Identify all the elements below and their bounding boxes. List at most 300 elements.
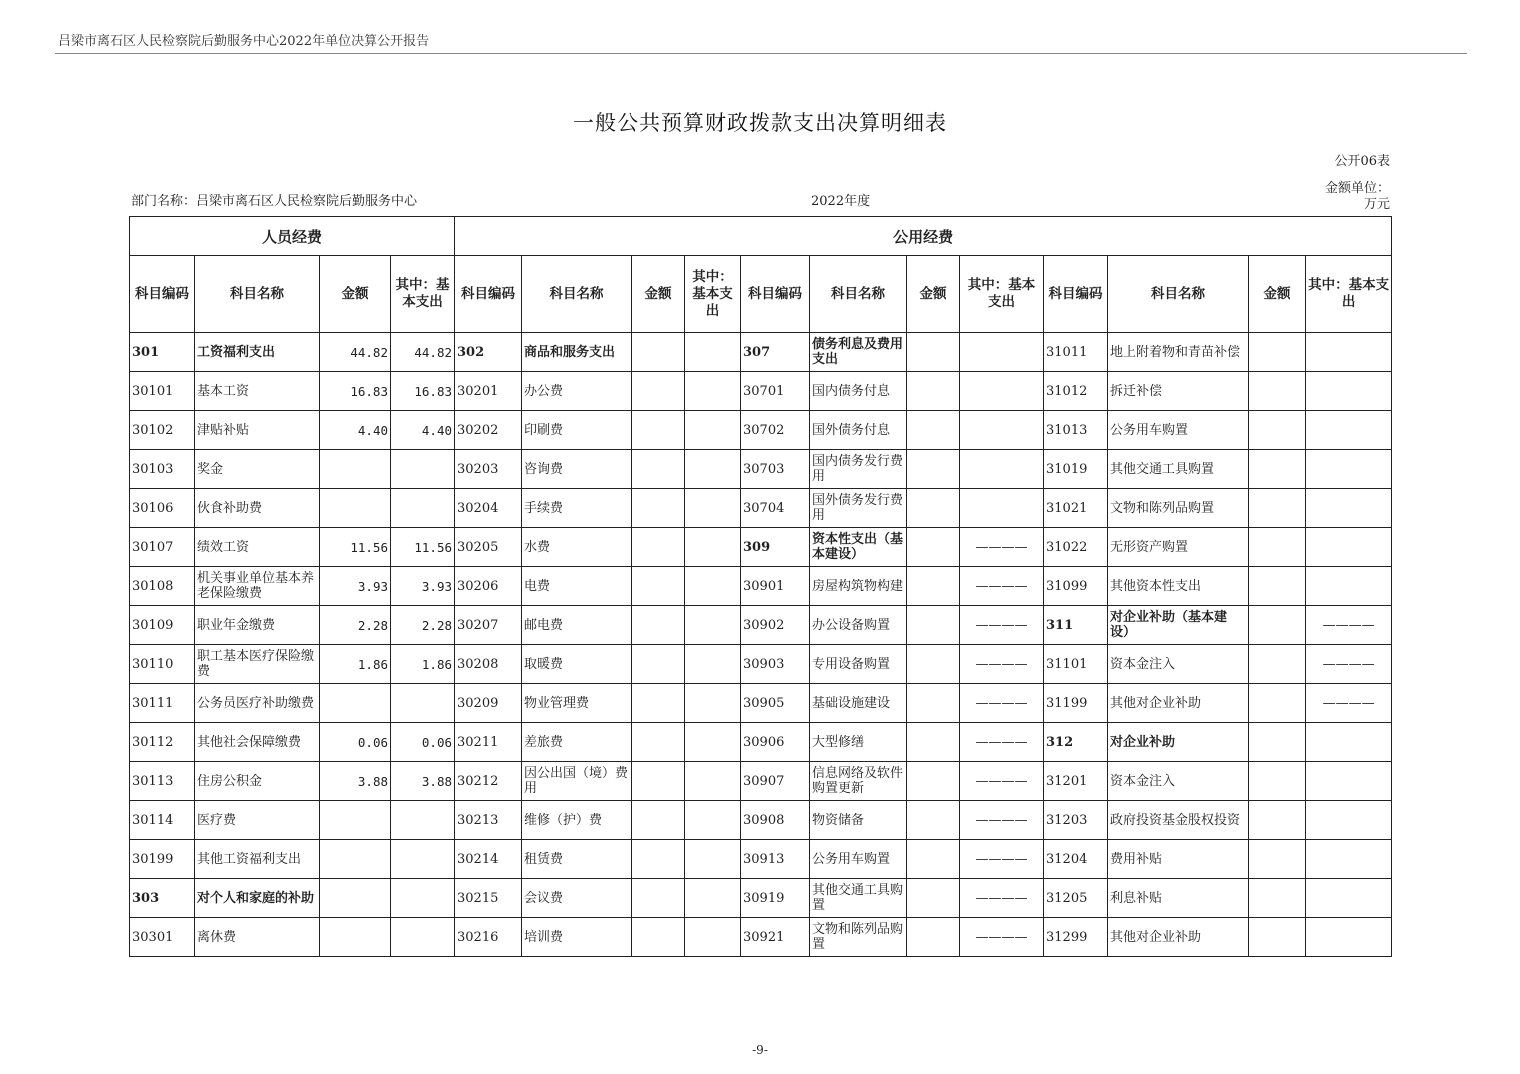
table-cell: 30110 [130,645,195,684]
table-cell: 30213 [455,801,522,840]
table-cell: 30211 [455,723,522,762]
table-cell [907,411,960,450]
table-cell [632,372,685,411]
table-cell: 31101 [1044,645,1108,684]
table-cell [1306,840,1392,879]
table-row [130,489,1392,528]
table-cell [1249,762,1306,801]
table-cell: 会议费 [522,879,632,918]
table-cell: 30704 [741,489,810,528]
table-cell: ———— [960,840,1044,879]
table-cell: 手续费 [522,489,632,528]
table-cell [907,372,960,411]
column-header: 科目编码 [455,256,522,333]
table-cell [391,489,455,528]
table-cell: 国外债务付息 [810,411,907,450]
table-cell: 31299 [1044,918,1108,957]
column-header: 其中：基本支出 [391,256,455,333]
table-cell [685,489,741,528]
table-cell [907,762,960,801]
table-cell: 31011 [1044,333,1108,372]
table-cell: ———— [960,645,1044,684]
table-cell [685,879,741,918]
table-cell: 电费 [522,567,632,606]
table-cell: 16.83 [320,372,391,411]
table-cell: 30111 [130,684,195,723]
table-cell [632,489,685,528]
table-cell: 国外债务发行费用 [810,489,907,528]
table-cell: 301 [130,333,195,372]
table-cell: 30106 [130,489,195,528]
table-cell: 30209 [455,684,522,723]
table-cell: 302 [455,333,522,372]
table-cell [1306,450,1392,489]
table-cell: 30202 [455,411,522,450]
group-personnel-expenses: 人员经费 [130,217,455,256]
table-cell: 30906 [741,723,810,762]
table-cell [907,450,960,489]
table-cell [1249,723,1306,762]
table-cell: ———— [960,606,1044,645]
table-cell: 地上附着物和青苗补偿 [1108,333,1249,372]
table-cell [1249,879,1306,918]
table-cell: 30905 [741,684,810,723]
table-cell: 商品和服务支出 [522,333,632,372]
table-cell: 国内债务付息 [810,372,907,411]
table-row [130,450,1392,489]
table-cell [1249,528,1306,567]
document-header: 吕梁市离石区人民检察院后勤服务中心2022年单位决算公开报告 [58,34,430,49]
table-cell [685,450,741,489]
table-cell: 费用补贴 [1108,840,1249,879]
table-cell [685,801,741,840]
table-cell: 30903 [741,645,810,684]
table-cell: ———— [960,723,1044,762]
table-cell: 物资储备 [810,801,907,840]
table-cell: 印刷费 [522,411,632,450]
column-header: 其中：基本支出 [960,256,1044,333]
table-cell [685,606,741,645]
table-cell [1306,801,1392,840]
table-cell [632,684,685,723]
table-cell [391,879,455,918]
table-cell: 机关事业单位基本养老保险缴费 [195,567,320,606]
table-cell [1249,606,1306,645]
table-cell: 30206 [455,567,522,606]
table-cell [1249,489,1306,528]
table-cell: 资本性支出（基本建设） [810,528,907,567]
table-cell [632,606,685,645]
table-cell: 30208 [455,645,522,684]
table-cell: 44.82 [320,333,391,372]
table-cell: 30113 [130,762,195,801]
table-cell: 取暖费 [522,645,632,684]
table-cell [1306,723,1392,762]
table-cell: 31199 [1044,684,1108,723]
table-cell [960,411,1044,450]
group-public-expenses: 公用经费 [455,217,1392,256]
table-cell: 30199 [130,840,195,879]
table-cell: 31013 [1044,411,1108,450]
table-cell: 奖金 [195,450,320,489]
table-cell [685,684,741,723]
table-row [130,567,1392,606]
table-cell: 11.56 [320,528,391,567]
table-row [130,684,1392,723]
table-cell [320,840,391,879]
table-cell: 资本金注入 [1108,762,1249,801]
table-row [130,840,1392,879]
table-cell [632,567,685,606]
amount-unit-label: 金额单位： [1324,181,1390,196]
table-cell [685,645,741,684]
table-cell [1306,762,1392,801]
table-cell: 债务利息及费用支出 [810,333,907,372]
table-cell [632,450,685,489]
table-cell [907,801,960,840]
column-header: 科目编码 [130,256,195,333]
table-cell: 30902 [741,606,810,645]
table-cell: 因公出国（境）费用 [522,762,632,801]
table-cell: 30907 [741,762,810,801]
table-cell: 30703 [741,450,810,489]
table-cell [685,723,741,762]
table-row [130,528,1392,567]
table-cell: 水费 [522,528,632,567]
table-cell: 30301 [130,918,195,957]
table-cell: 房屋构筑物构建 [810,567,907,606]
table-cell: 其他社会保障缴费 [195,723,320,762]
table-cell: 31203 [1044,801,1108,840]
table-row [130,801,1392,840]
table-cell [320,918,391,957]
table-cell: 利息补贴 [1108,879,1249,918]
table-cell: 31022 [1044,528,1108,567]
table-cell [391,450,455,489]
table-row [130,606,1392,645]
table-cell: 30101 [130,372,195,411]
table-cell: 31205 [1044,879,1108,918]
page-number: -9- [752,1043,768,1057]
table-cell: 物业管理费 [522,684,632,723]
table-cell [1249,567,1306,606]
table-cell: 工资福利支出 [195,333,320,372]
table-cell [1249,801,1306,840]
table-cell [1249,645,1306,684]
table-cell: 无形资产购置 [1108,528,1249,567]
table-cell [1249,840,1306,879]
table-cell: 基础设施建设 [810,684,907,723]
table-cell: 公务用车购置 [810,840,907,879]
table-cell [907,606,960,645]
table-cell [685,411,741,450]
table-cell: 基本工资 [195,372,320,411]
table-cell: ———— [960,567,1044,606]
table-cell: ———— [960,879,1044,918]
table-cell: 30908 [741,801,810,840]
table-cell: 30112 [130,723,195,762]
form-number: 公开06表 [1334,154,1390,169]
table-cell: 咨询费 [522,450,632,489]
table-cell: ———— [1306,606,1392,645]
table-cell: 30109 [130,606,195,645]
table-title: 一般公共预算财政拨款支出决算明细表 [573,111,947,135]
table-cell: 30913 [741,840,810,879]
table-row [130,372,1392,411]
amount-unit-value: 万元 [1363,197,1390,212]
column-header: 金额 [320,256,391,333]
expenditure-detail-table [129,216,1392,957]
table-cell: 维修（护）费 [522,801,632,840]
table-row [130,411,1392,450]
table-cell: 44.82 [391,333,455,372]
table-cell [907,645,960,684]
table-cell [1306,567,1392,606]
table-cell: 政府投资基金股权投资 [1108,801,1249,840]
table-cell: 0.06 [391,723,455,762]
table-cell [685,840,741,879]
department-name: 部门名称：吕梁市离石区人民检察院后勤服务中心 [131,194,418,209]
table-cell [1249,372,1306,411]
table-cell: 职业年金缴费 [195,606,320,645]
table-cell: 4.40 [391,411,455,450]
table-cell: 其他交通工具购置 [810,879,907,918]
table-cell [391,918,455,957]
table-cell: 离休费 [195,918,320,957]
table-cell: 文物和陈列品购置 [810,918,907,957]
table-cell [1249,450,1306,489]
table-cell: 31021 [1044,489,1108,528]
table-cell: 30701 [741,372,810,411]
column-header: 科目编码 [741,256,810,333]
table-cell: 31204 [1044,840,1108,879]
table-cell [1306,372,1392,411]
table-cell: 30214 [455,840,522,879]
table-cell: 30212 [455,762,522,801]
table-cell: 职工基本医疗保险缴费 [195,645,320,684]
column-header: 科目名称 [1108,256,1249,333]
table-cell: 资本金注入 [1108,645,1249,684]
table-cell: 绩效工资 [195,528,320,567]
table-cell: 30203 [455,450,522,489]
column-header: 科目名称 [810,256,907,333]
table-cell [632,411,685,450]
table-cell [907,684,960,723]
table-cell [1306,879,1392,918]
table-body [130,333,1392,957]
table-row [130,762,1392,801]
table-cell [960,333,1044,372]
table-cell: 公务员医疗补助缴费 [195,684,320,723]
table-cell: 大型修缮 [810,723,907,762]
table-cell: 其他工资福利支出 [195,840,320,879]
table-cell: 专用设备购置 [810,645,907,684]
column-header: 金额 [1249,256,1306,333]
table-cell [632,801,685,840]
table-cell: 办公费 [522,372,632,411]
table-cell [1306,918,1392,957]
table-cell [391,840,455,879]
table-cell: 办公设备购置 [810,606,907,645]
table-cell: 303 [130,879,195,918]
table-cell: ———— [1306,645,1392,684]
column-header: 科目名称 [195,256,320,333]
table-cell: 30921 [741,918,810,957]
table-cell [1249,333,1306,372]
table-cell [320,801,391,840]
table-cell [1249,684,1306,723]
table-cell: 30204 [455,489,522,528]
table-cell: 30215 [455,879,522,918]
table-row [130,723,1392,762]
table-cell: 16.83 [391,372,455,411]
table-cell [960,489,1044,528]
table-cell: 30114 [130,801,195,840]
table-cell [632,723,685,762]
table-cell [1306,528,1392,567]
table-cell [320,879,391,918]
table-cell [1306,411,1392,450]
table-cell [1306,333,1392,372]
table-cell: 31201 [1044,762,1108,801]
table-cell: 津贴补贴 [195,411,320,450]
table-cell: 公务用车购置 [1108,411,1249,450]
table-cell: 307 [741,333,810,372]
amount-unit [1325,181,1390,213]
table-cell: 309 [741,528,810,567]
table-cell: 其他对企业补助 [1108,684,1249,723]
table-cell [960,450,1044,489]
table-cell: 30216 [455,918,522,957]
table-cell [907,567,960,606]
table-cell [320,684,391,723]
table-cell [685,333,741,372]
table-cell: 3.93 [320,567,391,606]
table-cell: 邮电费 [522,606,632,645]
table-cell [632,645,685,684]
table-cell [907,879,960,918]
table-cell [632,840,685,879]
table-cell: 312 [1044,723,1108,762]
table-cell [907,918,960,957]
table-cell: 30702 [741,411,810,450]
table-cell: 3.93 [391,567,455,606]
column-header: 金额 [632,256,685,333]
fiscal-year: 2022年度 [811,194,871,209]
table-cell [320,450,391,489]
table-cell [632,762,685,801]
table-cell: 30103 [130,450,195,489]
table-cell [632,528,685,567]
table-cell [1249,411,1306,450]
table-cell [685,918,741,957]
table-cell: 31019 [1044,450,1108,489]
table-cell [1249,918,1306,957]
table-cell [907,723,960,762]
table-cell: 11.56 [391,528,455,567]
table-cell: 3.88 [320,762,391,801]
table-cell: 伙食补助费 [195,489,320,528]
column-header: 其中：基本支出 [1306,256,1392,333]
table-cell: 30205 [455,528,522,567]
table-cell [960,372,1044,411]
table-cell: 对企业补助（基本建设） [1108,606,1249,645]
table-cell: ———— [960,918,1044,957]
table-cell: 信息网络及软件购置更新 [810,762,907,801]
table-cell: 31099 [1044,567,1108,606]
table-cell: ———— [960,528,1044,567]
table-cell [632,879,685,918]
table-cell [685,762,741,801]
table-cell: 1.86 [391,645,455,684]
table-cell [685,528,741,567]
table-cell: 30201 [455,372,522,411]
table-cell: 其他对企业补助 [1108,918,1249,957]
table-cell [632,918,685,957]
table-cell: 培训费 [522,918,632,957]
table-cell [685,567,741,606]
column-header: 其中：基本支出 [685,256,741,333]
table-cell: 医疗费 [195,801,320,840]
table-row [130,645,1392,684]
table-cell: 30108 [130,567,195,606]
table-cell [685,372,741,411]
table-row [130,879,1392,918]
table-cell [391,684,455,723]
table-cell: ———— [960,762,1044,801]
table-cell [632,333,685,372]
table-cell: 差旅费 [522,723,632,762]
table-cell [907,333,960,372]
table-cell: 国内债务发行费用 [810,450,907,489]
column-header: 金额 [907,256,960,333]
table-row [130,333,1392,372]
table-cell: 4.40 [320,411,391,450]
table-cell [391,801,455,840]
table-cell: 311 [1044,606,1108,645]
table-cell: ———— [960,684,1044,723]
table-cell: 30107 [130,528,195,567]
column-header: 科目名称 [522,256,632,333]
table-cell: 30901 [741,567,810,606]
table-cell: 其他资本性支出 [1108,567,1249,606]
table-cell: 对个人和家庭的补助 [195,879,320,918]
table-cell: 其他交通工具购置 [1108,450,1249,489]
table-cell: 30919 [741,879,810,918]
table-cell: 2.28 [320,606,391,645]
table-cell: 30207 [455,606,522,645]
group-header-row [130,217,1392,256]
table-cell [907,528,960,567]
table-cell: 30102 [130,411,195,450]
table-cell: 住房公积金 [195,762,320,801]
table-cell: 2.28 [391,606,455,645]
header-rule [55,53,1467,54]
table-cell: 租赁费 [522,840,632,879]
table-cell: 对企业补助 [1108,723,1249,762]
table-cell: 0.06 [320,723,391,762]
table-cell: ———— [1306,684,1392,723]
table-cell: 31012 [1044,372,1108,411]
table-cell [320,489,391,528]
table-cell [907,489,960,528]
table-cell: 文物和陈列品购置 [1108,489,1249,528]
table-cell: ———— [960,801,1044,840]
table-cell [907,840,960,879]
table-row [130,918,1392,957]
column-header: 科目编码 [1044,256,1108,333]
table-cell: 3.88 [391,762,455,801]
